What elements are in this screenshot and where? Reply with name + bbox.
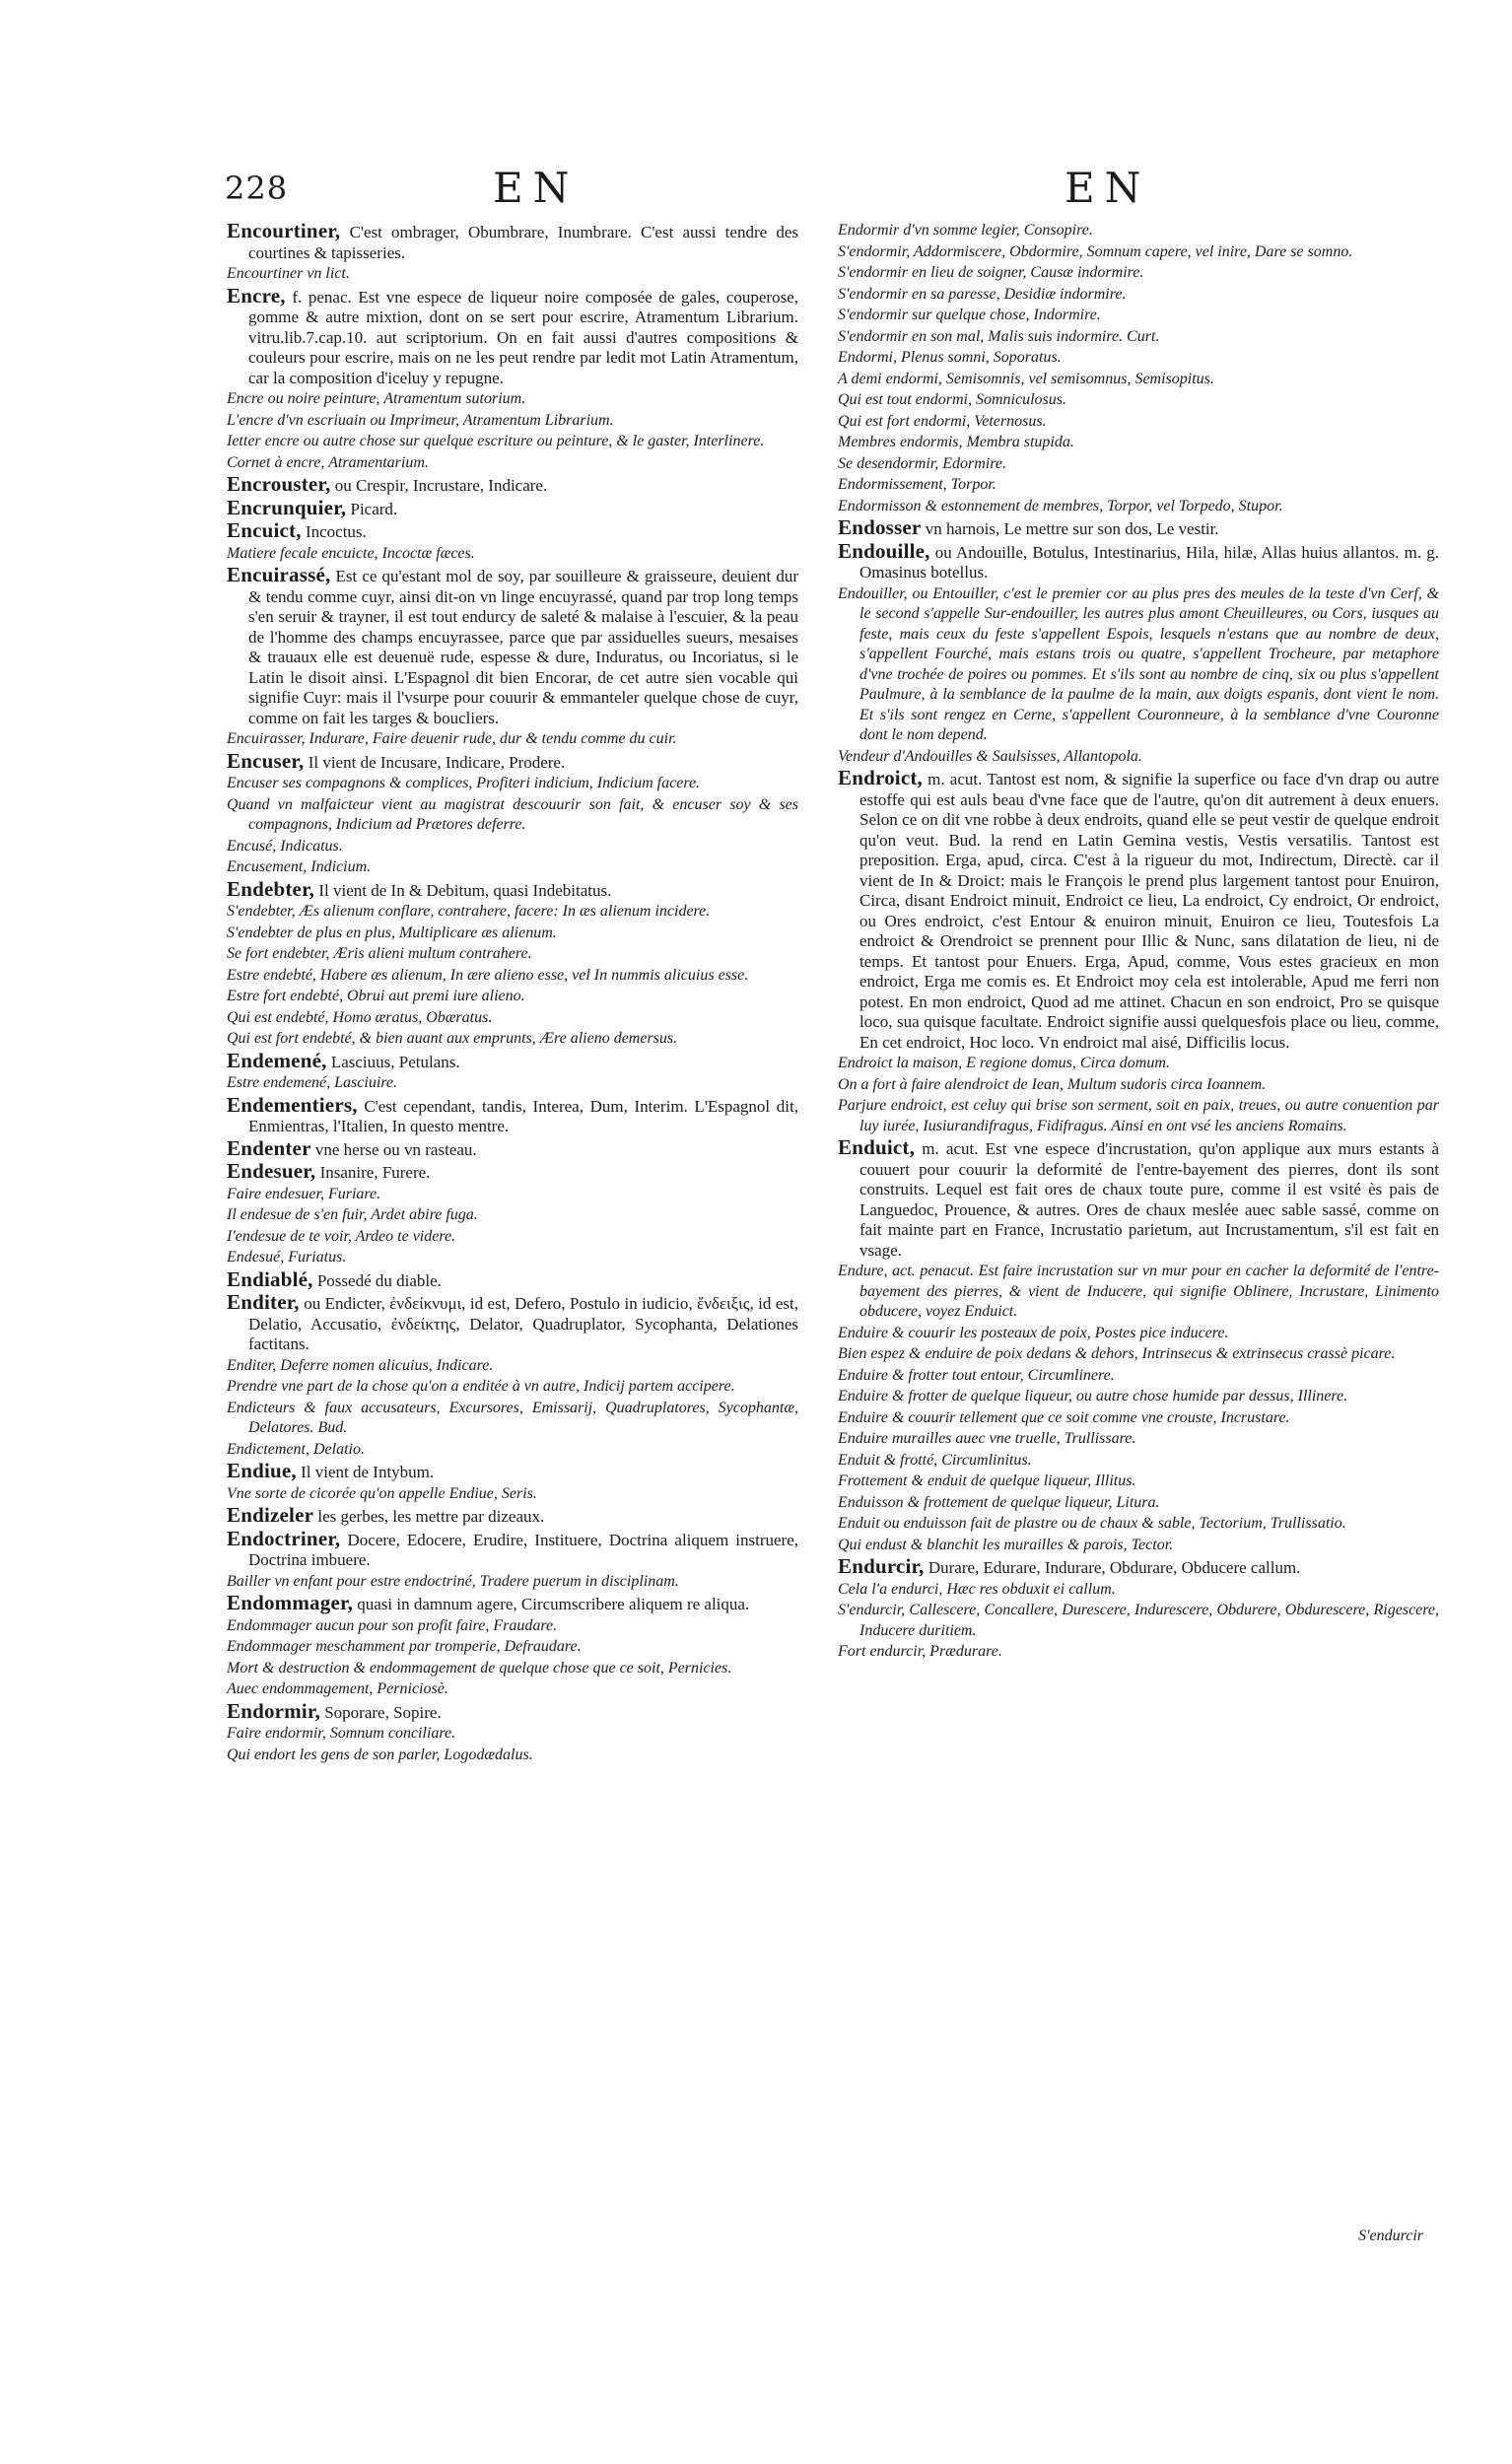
dictionary-subentry — [227, 1185, 798, 1205]
dictionary-subentry — [227, 1572, 798, 1593]
entry-headword: Endenter — [227, 1135, 311, 1160]
dictionary-subentry — [838, 1324, 1439, 1344]
entry-text: Encusé, Indicatus. — [227, 837, 343, 855]
dictionary-subentry — [838, 1054, 1439, 1074]
dictionary-subentry — [838, 306, 1439, 326]
entry-text: Enduit & frotté, Circumlinitus. — [838, 1451, 1032, 1469]
entry-text: C'est cependant, tandis, Interea, Dum, Interim. L'Espagnol dit, Enmientras, l'Italien, In questo mentre. — [248, 1096, 798, 1135]
entry-text: Vendeur d'Andouilles & Saulsisses, Allantopola. — [838, 747, 1142, 765]
entry-headword: Encourtiner, — [227, 219, 341, 242]
entry-text: Il vient de Intybum. — [296, 1463, 435, 1481]
entry-text: Il endesue de s'en fuir, Ardet abire fuga. — [227, 1206, 478, 1223]
dictionary-subentry — [838, 1472, 1439, 1492]
dictionary-subentry — [227, 1356, 798, 1377]
dictionary-subentry — [227, 1248, 798, 1268]
entry-text: S'endormir en sa paresse, Desidiæ indormire. — [838, 285, 1127, 303]
entry-text: On a fort à faire alendroict de Iean, Multum sudoris circa Ioannem. — [838, 1075, 1267, 1093]
entry-text: Estre endemené, Lasciuire. — [227, 1074, 397, 1091]
entry-text: Enduire murailles auec vne truelle, Trullissare. — [838, 1430, 1136, 1447]
dictionary-subentry — [227, 1724, 798, 1745]
dictionary-entry — [838, 768, 1439, 1053]
dictionary-subentry — [838, 1429, 1439, 1450]
entry-headword: Endoctriner, — [227, 1526, 341, 1550]
dictionary-subentry — [838, 1514, 1439, 1535]
entry-text: Se desendormir, Edormire. — [838, 454, 1006, 472]
entry-text: Docere, Edocere, Erudire, Instituere, Doctrina aliquem instruere, Doctrina imbuere. — [248, 1530, 798, 1569]
dictionary-entry — [227, 474, 798, 497]
entry-headword: Endiue, — [227, 1459, 297, 1482]
dictionary-subentry — [227, 1205, 798, 1226]
dictionary-subentry — [838, 348, 1439, 369]
dictionary-entry — [227, 1593, 798, 1615]
dictionary-subentry — [227, 1399, 798, 1439]
entry-text: Endictement, Delatio. — [227, 1440, 365, 1458]
dictionary-subentry — [227, 389, 798, 410]
entry-text: Endure, act. penacut. Est faire incrustation sur vn mur pour en cacher la deformité de l'entre-bayement des pierres, & vient de Inducere, qui signifie Oblinere, Incrustare, Linimento obducere, voyez Enduict. — [838, 1263, 1439, 1320]
entry-text: Frottement & enduit de quelque liqueur, Illitus. — [838, 1472, 1136, 1489]
entry-text: Faire endesuer, Furiare. — [227, 1185, 381, 1202]
dictionary-subentry — [838, 1536, 1439, 1556]
dictionary-subentry — [838, 433, 1439, 453]
entry-text: Qui est fort endormi, Veternosus. — [838, 412, 1047, 430]
entry-text: m. acut. Tantost est nom, & signifie la superfice ou face d'vn drap ou autre estoffe qui est auls beau d'vne face que de l'autre, qu'on dit autrement à deux enuers. Selon ce on dit vne robbe à deux endroits, quand elle se peut vestir de quelque endroit qu'on veut. Bud. la rend en Latin Gemina vestis, Vestis versatilis. Tantost est preposition. Erga, apud, circa. C'est à la rigueur du mot, Indirectum, Directè. car il vient de In & Droict: mais le François le prend plus largement tantost pour Enuiron, Circa, disant Endroict minuit, Endroict ce lieu, La endroict, Cy endroict, Or endroict, ou Ores endroict, c'est Entour & enuiron minuit, Enuiron ce lieu, Toutesfois La endroict & Orendroict se prennent pour Illic & Nunc, sans dilatation de lieu, ni de temps. Et tantost pour Enuers. Erga, Apud, comme, Vous estes gracieux en mon endroict, Erga me comis es. Et Endroict moy cela est intolerable, Apud me ferri non potest. En mon endroict, Quod ad me attinet. Chacun en son endroict, Pro se quisque loco, sua quisque facultate. Endroict signifie aussi quelquesfois place ou lieu, comme, En cet endroict, Hoc loco. Vn endroict mal aisé, Difficilis locus. — [859, 770, 1439, 1052]
dictionary-entry — [227, 1526, 798, 1571]
entry-text: Insanire, Furere. — [315, 1163, 431, 1182]
dictionary-subentry — [838, 1493, 1439, 1514]
dictionary-subentry — [838, 285, 1439, 306]
entry-headword: Enduict, — [838, 1135, 916, 1159]
entry-text: Ietter encre ou autre chose sur quelque escriture ou peinture, & le gaster, Interlinere. — [227, 433, 765, 449]
dictionary-subentry — [227, 1484, 798, 1505]
entry-text: Prendre vne part de la chose qu'on a enditée à vn autre, Indicij partem accipere. — [227, 1378, 735, 1395]
entry-text: ou Endicter, ἐνδείκνυμι, id est, Defero, Postulo in iudicio, ἔνδειξις, id est, Delatio, Accusatio, ἐνδείκτης, Delator, Quadruplator, Sycophanta, Delationes factitans. — [248, 1294, 798, 1353]
entry-text: S'endurcir, Callescere, Concallere, Durescere, Indurescere, Obdurere, Obdurescere, Rigescere, Inducere duritiem. — [838, 1602, 1439, 1639]
dictionary-subentry — [838, 454, 1439, 475]
dictionary-subentry — [838, 584, 1439, 746]
dictionary-subentry — [227, 966, 798, 987]
entry-text: Cornet à encre, Atramentarium. — [227, 453, 429, 471]
dictionary-subentry — [227, 1637, 798, 1658]
entry-text: Fort endurcir, Prædurare. — [838, 1643, 1002, 1660]
entry-text: Endormissement, Torpor. — [838, 476, 997, 493]
dictionary-subentry — [227, 264, 798, 285]
dictionary-entry — [227, 520, 798, 543]
entry-text: Enduire & couurir tellement que ce soit comme vne crouste, Incrustare. — [838, 1408, 1290, 1426]
dictionary-entry — [227, 1698, 798, 1724]
entry-text: Possedé du diable. — [312, 1270, 442, 1290]
dictionary-entry — [838, 1556, 1439, 1579]
catchword: S'endurcir — [1358, 2227, 1423, 2244]
dictionary-subentry — [227, 1377, 798, 1398]
entry-text: S'endormir en son mal, Malis suis indormire. Curt. — [838, 327, 1160, 345]
running-head-right: EN — [1065, 164, 1151, 212]
entry-headword: Encuser, — [227, 748, 305, 773]
entry-text: Incoctus. — [301, 522, 367, 541]
entry-text: Enduit ou enduisson fait de plastre ou de chaux & sable, Tectorium, Trullissatio. — [838, 1515, 1346, 1532]
entry-text: Bailler vn enfant pour estre endoctriné, Tradere puerum in disciplinam. — [227, 1572, 679, 1590]
dictionary-subentry — [838, 1601, 1439, 1641]
entry-text: Matiere fecale encuicte, Incoctæ fæces. — [227, 544, 475, 562]
entry-text: vn harnois, Le mettre sur son dos, Le vestir. — [921, 519, 1219, 538]
entry-text: Encusement, Indicium. — [227, 858, 372, 875]
dictionary-subentry — [227, 432, 798, 452]
dictionary-subentry — [227, 944, 798, 965]
entry-text: Endesué, Furiatus. — [227, 1249, 347, 1266]
dictionary-entry — [227, 1266, 798, 1292]
dictionary-entry — [227, 1092, 798, 1137]
dictionary-subentry — [227, 1679, 798, 1700]
dictionary-subentry — [838, 475, 1439, 496]
entry-text: Enduire & frotter de quelque liqueur, ou autre chose humide par dessus, Illinere. — [838, 1388, 1348, 1404]
entry-text: Il vient de Incusare, Indicare, Prodere. — [304, 752, 566, 772]
dictionary-entry — [227, 221, 798, 263]
entry-text: Enduire & couurir les posteaux de poix, Postes pice inducere. — [838, 1324, 1229, 1341]
entry-text: Faire endormir, Somnum conciliare. — [227, 1725, 456, 1742]
entry-text: Endormisson & estonnement de membres, Torpor, vel Torpedo, Stupor. — [838, 497, 1283, 514]
dictionary-subentry — [838, 370, 1439, 390]
entry-text: Endroict la maison, E regione domus, Circa domum. — [838, 1055, 1170, 1071]
entry-text: Mort & destruction & endommagement de quelque chose que ce soit, Pernicies. — [227, 1659, 732, 1677]
dictionary-subentry — [227, 544, 798, 565]
entry-text: Se fort endebter, Æris alieni multum contrahere. — [227, 945, 532, 962]
entry-text: Encourtiner vn lict. — [227, 265, 350, 282]
entry-text: I'endesue de te voir, Ardeo te videre. — [227, 1227, 456, 1245]
entry-headword: Endesuer, — [227, 1159, 316, 1183]
dictionary-subentry — [227, 1440, 798, 1461]
entry-text: Bien espez & enduire de poix dedans & dehors, Intrinsecus & extrinsecus crassè picare. — [838, 1345, 1396, 1362]
entry-text: Quand vn malfaicteur vient au magistrat descouurir son fait, & encuser soy & ses compagnons, Indicium ad Prætores deferre. — [227, 795, 798, 833]
dictionary-subentry — [838, 1642, 1439, 1663]
dictionary-subentry — [227, 924, 798, 944]
entry-text: S'endebter de plus en plus, Multiplicare æs alienum. — [227, 924, 557, 941]
entry-headword: Encuirassé, — [227, 563, 331, 586]
entry-text: Cela l'a endurci, Hæc res obduxit ei callum. — [838, 1580, 1116, 1598]
entry-text: Lasciuus, Petulans. — [326, 1052, 460, 1071]
dictionary-subentry — [838, 1075, 1439, 1096]
entry-text: C'est ombrager, Obumbrare, Inumbrare. C'est aussi tendre des courtines & tapisseries. — [248, 223, 798, 262]
entry-headword: Endouille, — [838, 538, 930, 563]
entry-text: m. acut. Est vne espece d'incrustation, qu'on applique aux murs estants à couuert pour couurir la deformité de l'entre-bayement des pierres, dont ils sont construits. Lequel est fait ores de chaux toute pure, comme il est vsité ès pais de Languedoc, Prouence, & autres. Ores de chaux meslée auec sable sassé, comme on fait mainte part en France, Incrustatio parietum, aut Incrustamentum, s'il est fait en vsage. — [859, 1139, 1439, 1260]
entry-text: Encuirasser, Indurare, Faire deuenir rude, dur & tendu comme du cuir. — [227, 730, 677, 747]
entry-headword: Encrouster, — [227, 472, 331, 496]
entry-text: Endouiller, ou Entouiller, c'est le premier cor au plus pres des meules de la teste d'vn Cerf, & le second s'appelle Sur-endouiller, les autres plus amont Cheuilleures, ou Cors, iusques au feste, mais ceux du feste s'appellent Espois, lesquels n'estans que au nombre de deux, s'appellent Fourché, mais estans trois ou quatre, s'appellent Trocheure, par metaphore d'vne trochée de poires ou pommes. Et s'ils sont au nombre de cinq, six ou plus s'appellent Paulmure, à la semblance de la paulme de la main, aux doigts espanis, dont vient le nom. Et s'ils sont rengez en Cerne, s'appellent Couronneure, à la semblance d'vne Couronne dont le nom depend. — [838, 584, 1439, 743]
entry-headword: Endemené, — [227, 1048, 327, 1072]
entry-text: quasi in damnum agere, Circumscribere aliquem re aliqua. — [353, 1595, 750, 1613]
entry-text: Qui est endebté, Homo æratus, Obæratus. — [227, 1008, 493, 1026]
entry-text: S'endormir en lieu de soigner, Causæ indormire. — [838, 264, 1144, 281]
entry-headword: Endosser — [838, 515, 922, 539]
dictionary-subentry — [227, 987, 798, 1007]
dictionary-entry — [227, 1505, 798, 1528]
dictionary-subentry — [227, 902, 798, 923]
entry-headword: Endizeler — [227, 1503, 314, 1527]
dictionary-subentry — [838, 1096, 1439, 1136]
entry-headword: Encre, — [227, 283, 286, 308]
dictionary-subentry — [838, 1344, 1439, 1365]
entry-text: Enduisson & frottement de quelque liqueur, Litura. — [838, 1493, 1160, 1511]
entry-headword: Endurcir, — [838, 1554, 925, 1578]
dictionary-subentry — [227, 453, 798, 474]
dictionary-subentry — [838, 412, 1439, 433]
entry-text: Qui est fort endebté, & bien auant aux emprunts, Ære alieno demersus. — [227, 1030, 678, 1047]
dictionary-subentry — [838, 221, 1439, 241]
entry-text: Membres endormis, Membra stupida. — [838, 434, 1074, 450]
dictionary-subentry — [838, 1451, 1439, 1472]
dictionary-subentry — [838, 1366, 1439, 1387]
entry-text: Encre ou noire peinture, Atramentum sutorium. — [227, 390, 526, 407]
entry-text: S'endormir sur quelque chose, Indormire. — [838, 307, 1101, 323]
dictionary-subentry — [227, 795, 798, 836]
entry-headword: Endommager, — [227, 1591, 354, 1614]
left-column — [227, 221, 798, 1766]
entry-text: les gerbes, les mettre par dizeaux. — [313, 1507, 545, 1526]
page-number: 228 — [225, 170, 289, 207]
dictionary-subentry — [838, 327, 1439, 348]
entry-headword: Encrunquier, — [227, 495, 347, 519]
entry-text: Endicteurs & faux accusateurs, Excursores, Emissarij, Quadruplatores, Sycophantæ, Delatores. Bud. — [227, 1399, 798, 1436]
dictionary-subentry — [227, 1073, 798, 1094]
dictionary-subentry — [227, 1616, 798, 1637]
dictionary-entry — [227, 1135, 798, 1161]
entry-text: Il vient de In & Debitum, quasi Indebitatus. — [314, 880, 612, 900]
entry-text: Est ce qu'estant mol de soy, par souilleure & graisseure, deuient dur & tendu comme cuyr, ainsi dit-on vn linge encuyrassé, quand par trop long temps s'en seruir & trayner, il est tout endurcy de saleté & malaise à l'escuier, & la peau de l'homme des champs encuyrassee, parce que par assiduelles sueurs, mesaises & trauaux elle est deuenuë rude, espesse & dure, Induratus, ou Incoriatus, si le Latin le disoit ainsi. L'Espagnol dit bien Encorar, de cet autre sien vocable qui signifie Cuyr: mais il l'vsurpe pour couurir & emmanteler quelque chose de cuyr, comme on fait les targes & boucliers. — [248, 567, 798, 727]
entry-text: Enditer, Deferre nomen alicuius, Indicare. — [227, 1356, 494, 1374]
entry-text: Vne sorte de cicorée qu'on appelle Endiue, Seris. — [227, 1484, 537, 1502]
dictionary-subentry — [838, 1580, 1439, 1601]
dictionary-subentry — [227, 1227, 798, 1248]
dictionary-entry — [227, 748, 798, 774]
entry-headword: Encuict, — [227, 518, 302, 542]
entry-headword: Endormir, — [227, 1698, 320, 1723]
entry-text: Qui est tout endormi, Somniculosus. — [838, 391, 1066, 408]
entry-text: S'endebter, Æs alienum conflare, contrahere, facere: In æs alienum incidere. — [227, 903, 711, 920]
entry-text: Enduire & frotter tout entour, Circumlinere. — [838, 1366, 1115, 1384]
dictionary-subentry — [227, 1029, 798, 1050]
dictionary-entry — [227, 565, 798, 728]
dictionary-entry — [227, 283, 798, 389]
entry-headword: Endroict, — [838, 766, 924, 789]
entry-text: Parjure endroict, est celuy qui brise son serment, soit en paix, treues, ou autre conuention par luy iurée, Iusiurandifragus, Fidifragus. Ainsi en ont vsé les anciens Romains. — [838, 1097, 1439, 1134]
dictionary-entry — [838, 1137, 1439, 1261]
entry-text: L'encre d'vn escriuain ou Imprimeur, Atramentum Librarium. — [227, 411, 614, 429]
dictionary-subentry — [227, 411, 798, 432]
dictionary-subentry — [227, 857, 798, 878]
entry-headword: Endebter, — [227, 876, 315, 901]
entry-text: Durare, Edurare, Indurare, Obdurare, Obducere callum. — [924, 1558, 1301, 1577]
entry-text: ou Crespir, Incrustare, Indicare. — [330, 476, 548, 495]
dictionary-subentry — [227, 774, 798, 794]
entry-text: S'endormir, Addormiscere, Obdormire, Somnum capere, vel inire, Dare se somno. — [838, 242, 1353, 260]
entry-text: Picard. — [346, 499, 398, 518]
dictionary-entry — [227, 1292, 798, 1355]
entry-text: Qui endort les gens de son parler, Logodædalus. — [227, 1745, 533, 1763]
entry-text: Estre fort endebté, Obrui aut premi iure alieno. — [227, 988, 525, 1004]
dictionary-subentry — [838, 747, 1439, 768]
dictionary-subentry — [838, 497, 1439, 517]
entry-text: Endormir d'vn somme legier, Consopire. — [838, 222, 1093, 239]
entry-text: Encuser ses compagnons & complices, Profiteri indicium, Indicium facere. — [227, 775, 701, 791]
entry-text: Endommager meschamment par tromperie, Defraudare. — [227, 1638, 582, 1655]
dictionary-subentry — [227, 1659, 798, 1679]
dictionary-subentry — [838, 242, 1439, 263]
dictionary-entry — [227, 1161, 798, 1184]
entry-text: ou Andouille, Botulus, Intestinarius, Hila, hilæ, Allas huius allantos. m. g. Omasinus botellus. — [859, 542, 1439, 582]
entry-text: Estre endebté, Habere æs alienum, In ære alieno esse, vel In nummis alicuius esse. — [227, 966, 749, 984]
entry-text: f. penac. Est vne espece de liqueur noire composée de gales, couperose, gomme & autre mixtion, dont on se sert pour escrire, Atramentum Librarium. vitru.lib.7.cap.10. aut scriptorium. On en fait aussi d'autres compositions & couleurs pour escrire, mais on ne les peut rendre par ledit mot Latin Atramentum, car la composition d'iceluy y repugne. — [248, 287, 798, 387]
dictionary-subentry — [227, 1008, 798, 1029]
entry-text: Qui endust & blanchit les murailles & parois, Tector. — [838, 1536, 1174, 1553]
dictionary-subentry — [838, 1387, 1439, 1407]
entry-text: Soporare, Sopire. — [319, 1702, 442, 1722]
dictionary-subentry — [227, 1745, 798, 1766]
running-head-left: EN — [493, 164, 580, 212]
dictionary-subentry — [227, 837, 798, 857]
entry-text: Endommager aucun pour son profit faire, Fraudare. — [227, 1616, 558, 1634]
entry-headword: Endementiers, — [227, 1092, 358, 1117]
entry-text: A demi endormi, Semisomnis, vel semisomnus, Semisopitus. — [838, 370, 1214, 387]
dictionary-subentry — [227, 729, 798, 750]
dictionary-entry — [227, 876, 798, 902]
dictionary-subentry — [838, 390, 1439, 411]
entry-text: vne herse ou vn rasteau. — [310, 1139, 477, 1159]
dictionary-subentry — [838, 263, 1439, 284]
entry-text: Endormi, Plenus somni, Soporatus. — [838, 349, 1062, 366]
entry-text: Auec endommagement, Perniciosè. — [227, 1680, 448, 1697]
dictionary-subentry — [838, 1262, 1439, 1323]
dictionary-entry — [227, 1461, 798, 1483]
entry-headword: Endiablé, — [227, 1266, 313, 1291]
dictionary-subentry — [838, 1408, 1439, 1429]
dictionary-entry — [227, 1048, 798, 1073]
entry-headword: Enditer, — [227, 1290, 300, 1314]
dictionary-entry — [227, 495, 798, 520]
dictionary-entry — [838, 517, 1439, 540]
right-column — [838, 221, 1439, 1664]
dictionary-entry — [838, 538, 1439, 583]
